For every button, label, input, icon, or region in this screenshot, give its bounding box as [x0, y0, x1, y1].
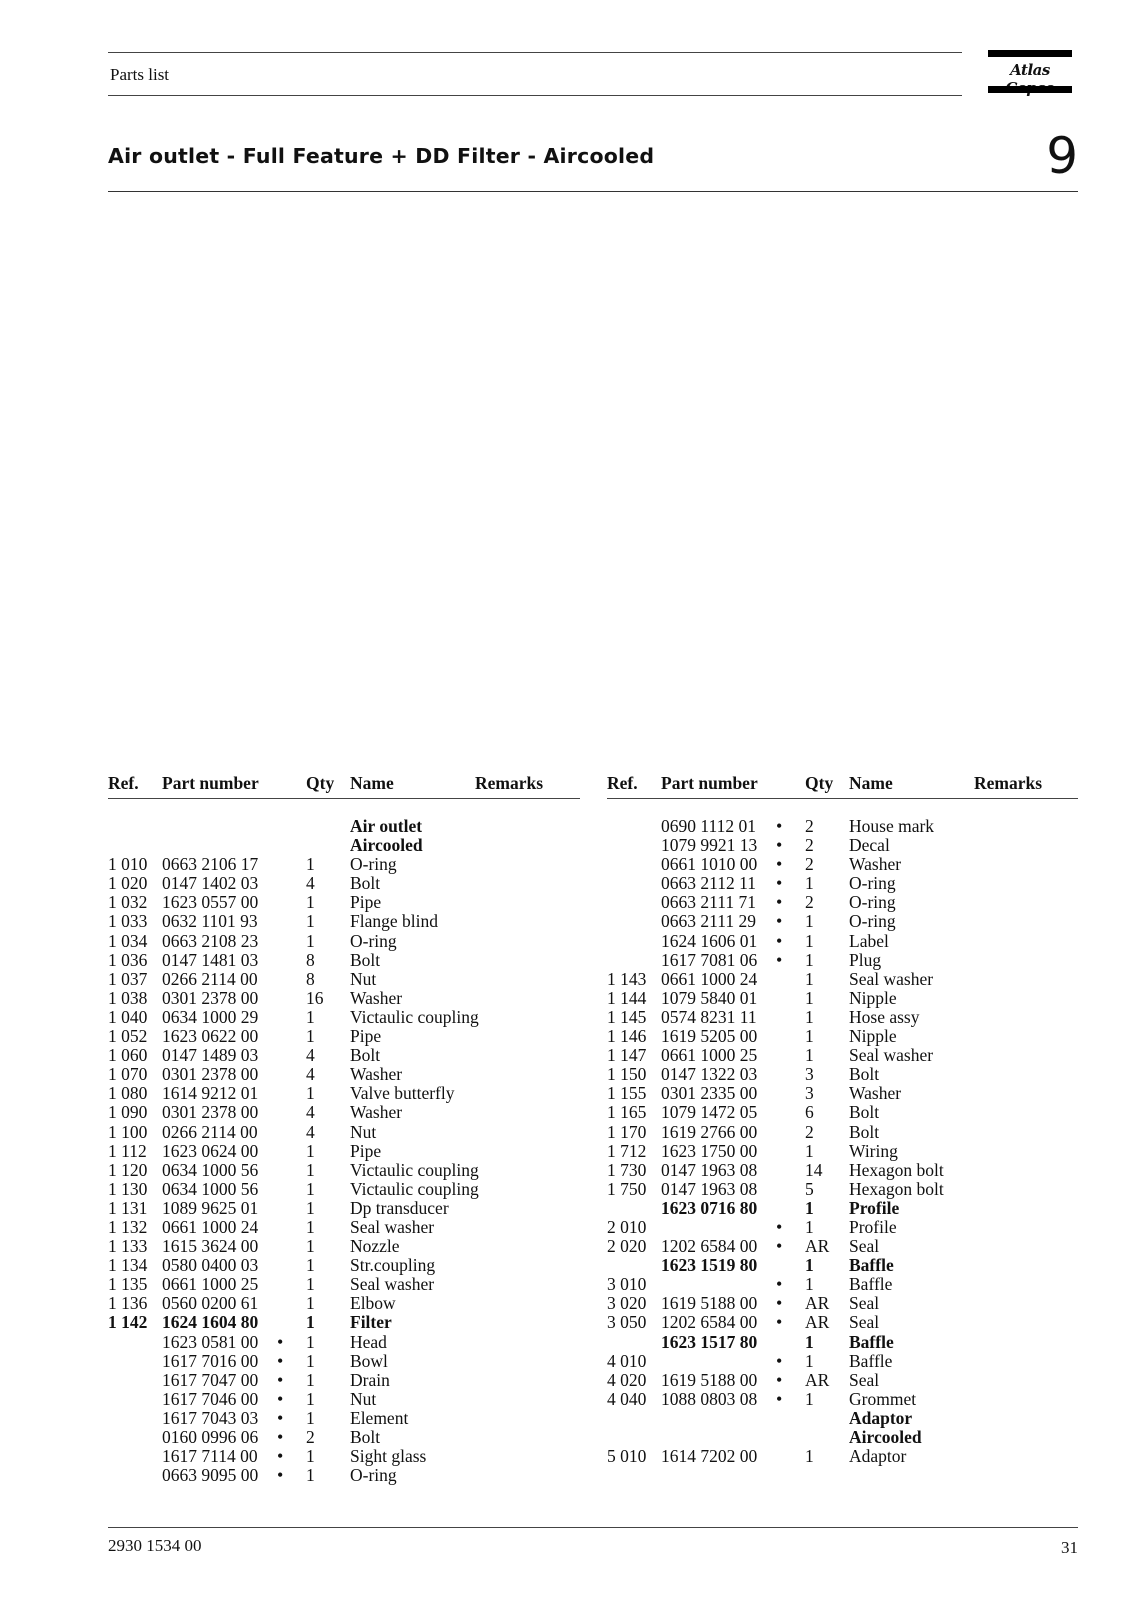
cell-qty: 2: [805, 835, 814, 856]
cell-part-number: 0147 1489 03: [162, 1045, 259, 1066]
cell-part-number: 0661 1000 24: [661, 968, 758, 989]
cell-part-number: 1617 7016 00: [162, 1350, 259, 1371]
cell-ref: 1 146: [607, 1026, 647, 1047]
cell-qty: 1: [805, 1197, 814, 1218]
cell-qty: 1: [805, 1446, 814, 1467]
cell-qty: 3: [805, 1064, 814, 1085]
cell-name: Victaulic coupling: [350, 1006, 479, 1027]
cell-part-number: 1617 7114 00: [162, 1446, 258, 1467]
cell-name: Nut: [350, 1121, 377, 1142]
cell-name: Elbow: [350, 1293, 396, 1314]
cell-qty: 1: [306, 1446, 315, 1467]
cell-ref: 1 133: [108, 1236, 148, 1257]
parts-table-right: [607, 773, 1078, 1467]
cell-part-number: 0663 9095 00: [162, 1465, 259, 1486]
cell-name: O-ring: [849, 892, 896, 913]
cell-name: Dp transducer: [350, 1197, 449, 1218]
cell-qty: 1: [306, 1083, 315, 1104]
page-number: 31: [1061, 1538, 1078, 1557]
cell-ref: 1 112: [108, 1140, 147, 1161]
cell-bullet: •: [776, 1236, 783, 1257]
cell-part-number: 1617 7043 03: [162, 1407, 259, 1428]
page-title: Air outlet - Full Feature + DD Filter - Aircooled: [108, 144, 655, 168]
cell-bullet: •: [776, 1293, 783, 1314]
cell-ref: 1 147: [607, 1045, 647, 1066]
cell-ref: 1 750: [607, 1178, 647, 1199]
cell-qty: 1: [805, 1045, 814, 1066]
cell-qty: 3: [805, 1083, 814, 1104]
cell-ref: 1 135: [108, 1274, 148, 1295]
cell-qty: 1: [306, 1350, 315, 1371]
cell-part-number: 0147 1402 03: [162, 873, 259, 894]
cell-name: Washer: [350, 1064, 403, 1085]
cell-name: Air outlet: [350, 816, 423, 836]
cell-name: Pipe: [350, 1026, 382, 1047]
col-remarks: Remarks: [475, 773, 544, 793]
cell-bullet: •: [776, 1216, 783, 1237]
cell-name: Drain: [350, 1369, 390, 1390]
cell-part-number: 0663 2108 23: [162, 930, 259, 951]
cell-part-number: 1088 0803 08: [661, 1388, 758, 1409]
cell-qty: AR: [805, 1312, 830, 1333]
cell-name: Nut: [350, 968, 377, 989]
cell-part-number: 0690 1112 01: [661, 816, 756, 836]
cell-name: Nipple: [849, 1026, 897, 1047]
document-number: 2930 1534 00: [108, 1536, 202, 1555]
cell-part-number: 1614 9212 01: [162, 1083, 259, 1104]
cell-name: Baffle: [849, 1255, 894, 1276]
cell-name: O-ring: [849, 873, 896, 894]
cell-ref: 1 142: [108, 1312, 148, 1333]
cell-qty: 2: [805, 1121, 814, 1142]
cell-bullet: •: [277, 1388, 284, 1409]
cell-qty: 1: [805, 1140, 814, 1161]
cell-ref: 3 010: [607, 1274, 647, 1295]
atlas-copco-logo: [988, 50, 1072, 93]
cell-qty: 1: [306, 1197, 315, 1218]
cell-qty: 6: [805, 1102, 814, 1123]
cell-part-number: 1623 0622 00: [162, 1026, 259, 1047]
cell-name: Nozzle: [350, 1236, 400, 1257]
cell-qty: 4: [306, 1045, 315, 1066]
cell-qty: 1: [805, 1274, 814, 1295]
table-header: [607, 773, 1078, 795]
cell-name: Hose assy: [849, 1006, 920, 1027]
cell-name: Seal: [849, 1236, 880, 1257]
cell-qty: AR: [805, 1369, 830, 1390]
cell-ref: 4 020: [607, 1369, 647, 1390]
cell-name: Seal washer: [849, 1045, 934, 1066]
cell-ref: 1 090: [108, 1102, 148, 1123]
cell-qty: 1: [805, 1350, 814, 1371]
cell-name: O-ring: [350, 854, 397, 875]
col-remarks: Remarks: [974, 773, 1043, 793]
cell-ref: 3 050: [607, 1312, 647, 1333]
cell-ref: 1 040: [108, 1006, 148, 1027]
cell-bullet: •: [776, 854, 783, 875]
cell-name: Bolt: [350, 1427, 381, 1447]
cell-name: O-ring: [350, 1465, 397, 1486]
cell-part-number: 0663 2112 11: [661, 873, 756, 894]
col-part-number: Part number: [162, 773, 259, 793]
cell-name: Hexagon bolt: [849, 1178, 944, 1199]
cell-part-number: 0301 2378 00: [162, 1064, 259, 1085]
cell-part-number: 1202 6584 00: [661, 1312, 758, 1333]
cell-bullet: •: [776, 1388, 783, 1409]
cell-name: Nut: [350, 1388, 377, 1409]
cell-part-number: 0663 2106 17: [162, 854, 259, 875]
cell-qty: 1: [805, 1331, 814, 1352]
cell-part-number: 0147 1322 03: [661, 1064, 758, 1085]
header-bottom-rule: [108, 95, 962, 96]
cell-qty: 1: [306, 1312, 315, 1333]
cell-part-number: 0634 1000 56: [162, 1159, 259, 1180]
cell-ref: 1 052: [108, 1026, 148, 1047]
cell-qty: 1: [805, 949, 814, 970]
cell-ref: 1 038: [108, 987, 148, 1008]
cell-name: Plug: [849, 949, 882, 970]
cell-part-number: 0634 1000 56: [162, 1178, 259, 1199]
cell-bullet: •: [277, 1407, 284, 1428]
cell-bullet: •: [277, 1331, 284, 1352]
cell-ref: 1 150: [607, 1064, 647, 1085]
cell-bullet: •: [776, 930, 783, 951]
cell-part-number: 0301 2335 00: [661, 1083, 758, 1104]
cell-ref: 1 036: [108, 949, 148, 970]
cell-part-number: 0266 2114 00: [162, 968, 258, 989]
cell-qty: 1: [805, 1388, 814, 1409]
cell-qty: 4: [306, 873, 315, 894]
cell-ref: 1 136: [108, 1293, 148, 1314]
logo-text: Atlas: [1010, 61, 1050, 79]
cell-name: Bolt: [350, 949, 381, 970]
cell-name: Seal: [849, 1369, 880, 1390]
cell-ref: 3 020: [607, 1293, 647, 1314]
cell-bullet: •: [776, 1369, 783, 1390]
cell-part-number: 0663 2111 29: [661, 911, 756, 932]
cell-ref: 1 134: [108, 1255, 148, 1276]
cell-part-number: 0560 0200 61: [162, 1293, 259, 1314]
cell-qty: 14: [805, 1159, 823, 1180]
col-ref: Ref.: [108, 773, 139, 793]
cell-name: Aircooled: [350, 835, 423, 856]
cell-qty: 1: [306, 1274, 315, 1295]
cell-name: Seal washer: [350, 1274, 435, 1295]
cell-part-number: 1617 7081 06: [661, 949, 758, 970]
cell-qty: 4: [306, 1121, 315, 1142]
cell-name: Grommet: [849, 1388, 917, 1409]
cell-part-number: 0301 2378 00: [162, 987, 259, 1008]
cell-name: O-ring: [350, 930, 397, 951]
cell-part-number: 0661 1000 25: [162, 1274, 259, 1295]
cell-bullet: •: [277, 1369, 284, 1390]
cell-name: Victaulic coupling: [350, 1159, 479, 1180]
cell-part-number: 1614 7202 00: [661, 1446, 758, 1467]
cell-qty: 1: [306, 1236, 315, 1257]
col-part-number: Part number: [661, 773, 758, 793]
cell-part-number: 1619 5188 00: [661, 1369, 758, 1390]
cell-qty: AR: [805, 1236, 830, 1257]
cell-ref: 1 131: [108, 1197, 148, 1218]
cell-qty: 1: [306, 1140, 315, 1161]
cell-qty: 1: [805, 1026, 814, 1047]
cell-part-number: 1623 0557 00: [162, 892, 259, 913]
col-qty: Qty: [805, 773, 834, 793]
cell-part-number: 0634 1000 29: [162, 1006, 259, 1027]
cell-qty: 1: [805, 1216, 814, 1237]
cell-bullet: •: [277, 1427, 284, 1447]
cell-bullet: •: [277, 1350, 284, 1371]
cell-name: House mark: [849, 816, 935, 836]
cell-name: Baffle: [849, 1350, 893, 1371]
cell-qty: 1: [306, 892, 315, 913]
cell-part-number: 1617 7047 00: [162, 1369, 259, 1390]
cell-ref: 1 170: [607, 1121, 647, 1142]
cell-part-number: 1623 0581 00: [162, 1331, 259, 1352]
cell-qty: 1: [805, 911, 814, 932]
cell-ref: 1 010: [108, 854, 148, 875]
cell-part-number: 0632 1101 93: [162, 911, 258, 932]
cell-bullet: •: [776, 816, 783, 836]
cell-name: Bolt: [350, 1045, 381, 1066]
cell-ref: 1 032: [108, 892, 148, 913]
cell-name: Adaptor: [849, 1446, 907, 1467]
cell-name: Wiring: [849, 1140, 898, 1161]
cell-ref: 1 100: [108, 1121, 148, 1142]
table-header-rule: [108, 798, 580, 799]
cell-name: Head: [350, 1331, 387, 1352]
cell-name: Label: [849, 930, 889, 951]
cell-part-number: 1089 9625 01: [162, 1197, 259, 1218]
cell-part-number: 1623 1750 00: [661, 1140, 758, 1161]
cell-qty: 2: [306, 1427, 315, 1447]
footer-rule: [108, 1527, 1078, 1528]
cell-bullet: •: [776, 835, 783, 856]
cell-name: Washer: [350, 1102, 403, 1123]
cell-name: Filter: [350, 1312, 392, 1333]
cell-ref: 1 037: [108, 968, 148, 989]
cell-name: Profile: [849, 1216, 897, 1237]
cell-bullet: •: [277, 1446, 284, 1467]
title-rule: [108, 191, 1078, 192]
cell-part-number: 0160 0996 06: [162, 1427, 259, 1447]
cell-part-number: 1623 1517 80: [661, 1331, 758, 1352]
section-number: 9: [1046, 127, 1078, 185]
cell-qty: 1: [805, 873, 814, 894]
cell-name: Seal washer: [849, 968, 934, 989]
cell-qty: 8: [306, 949, 315, 970]
table-header-rule: [607, 798, 1078, 799]
cell-qty: 1: [306, 1369, 315, 1390]
cell-ref: 1 020: [108, 873, 148, 894]
cell-name: Sight glass: [350, 1446, 427, 1467]
cell-qty: 1: [306, 854, 315, 875]
cell-ref: 1 712: [607, 1140, 647, 1161]
cell-part-number: 1619 2766 00: [661, 1121, 758, 1142]
cell-qty: 5: [805, 1178, 814, 1199]
cell-bullet: •: [776, 892, 783, 913]
cell-part-number: 0580 0400 03: [162, 1255, 259, 1276]
cell-part-number: 0266 2114 00: [162, 1121, 258, 1142]
cell-name: Decal: [849, 835, 890, 856]
cell-part-number: 0301 2378 00: [162, 1102, 259, 1123]
cell-ref: 1 730: [607, 1159, 647, 1180]
cell-qty: 1: [306, 1293, 315, 1314]
cell-ref: 1 130: [108, 1178, 148, 1199]
cell-name: Element: [350, 1407, 409, 1428]
cell-part-number: 1202 6584 00: [661, 1236, 758, 1257]
cell-part-number: 0663 2111 71: [661, 892, 756, 913]
cell-name: Pipe: [350, 1140, 382, 1161]
cell-name: Profile: [849, 1197, 900, 1218]
cell-part-number: 1624 1604 80: [162, 1312, 259, 1333]
cell-ref: 1 132: [108, 1216, 148, 1237]
cell-ref: 1 144: [607, 987, 647, 1008]
cell-qty: 1: [306, 930, 315, 951]
cell-name: Victaulic coupling: [350, 1178, 479, 1199]
cell-bullet: •: [776, 1350, 783, 1371]
cell-part-number: 1617 7046 00: [162, 1388, 259, 1409]
cell-ref: 4 010: [607, 1350, 647, 1371]
cell-qty: 1: [306, 1216, 315, 1237]
parts-table-left: [108, 773, 580, 1486]
cell-part-number: 1079 5840 01: [661, 987, 758, 1008]
cell-bullet: •: [776, 873, 783, 894]
cell-qty: AR: [805, 1293, 830, 1314]
cell-name: Pipe: [350, 892, 382, 913]
cell-qty: 1: [306, 1331, 315, 1352]
cell-qty: 1: [805, 968, 814, 989]
cell-ref: 1 165: [607, 1102, 647, 1123]
cell-ref: 2 020: [607, 1236, 647, 1257]
cell-ref: 5 010: [607, 1446, 647, 1467]
cell-name: Hexagon bolt: [849, 1159, 944, 1180]
section-label: Parts list: [110, 65, 170, 84]
cell-name: Aircooled: [849, 1427, 922, 1447]
cell-name: Washer: [849, 1083, 902, 1104]
cell-ref: 4 040: [607, 1388, 647, 1409]
cell-bullet: •: [776, 1274, 783, 1295]
cell-ref: 1 145: [607, 1006, 647, 1027]
cell-qty: 4: [306, 1064, 315, 1085]
cell-name: Seal: [849, 1293, 880, 1314]
cell-name: Baffle: [849, 1274, 893, 1295]
cell-part-number: 1079 9921 13: [661, 835, 758, 856]
cell-qty: 4: [306, 1102, 315, 1123]
col-qty: Qty: [306, 773, 335, 793]
cell-name: Str.coupling: [350, 1255, 436, 1276]
cell-part-number: 0147 1963 08: [661, 1178, 758, 1199]
cell-qty: 1: [306, 1006, 315, 1027]
logo-bottom-bar: [988, 86, 1072, 93]
cell-part-number: 1615 3624 00: [162, 1236, 259, 1257]
cell-ref: 1 143: [607, 968, 647, 989]
cell-name: Valve butterfly: [350, 1083, 455, 1104]
cell-qty: 1: [306, 1388, 315, 1409]
cell-name: Bolt: [849, 1102, 880, 1123]
logo-top-bar: [988, 50, 1072, 57]
cell-name: Bowl: [350, 1350, 388, 1371]
cell-name: Baffle: [849, 1331, 894, 1352]
cell-part-number: 0661 1000 25: [661, 1045, 758, 1066]
cell-ref: 1 033: [108, 911, 148, 932]
cell-part-number: 1079 1472 05: [661, 1102, 758, 1123]
cell-qty: 1: [306, 1026, 315, 1047]
cell-name: Washer: [350, 987, 403, 1008]
cell-qty: 1: [805, 987, 814, 1008]
cell-qty: 1: [805, 1255, 814, 1276]
cell-part-number: 1619 5205 00: [661, 1026, 758, 1047]
cell-ref: 1 034: [108, 930, 148, 951]
cell-part-number: 1619 5188 00: [661, 1293, 758, 1314]
cell-bullet: •: [776, 1312, 783, 1333]
cell-name: Bolt: [849, 1064, 880, 1085]
cell-qty: 1: [805, 1006, 814, 1027]
cell-name: Flange blind: [350, 911, 438, 932]
cell-name: Nipple: [849, 987, 897, 1008]
cell-qty: 16: [306, 987, 324, 1008]
cell-part-number: 0147 1481 03: [162, 949, 259, 970]
cell-part-number: 0661 1010 00: [661, 854, 758, 875]
cell-ref: 2 010: [607, 1216, 647, 1237]
cell-name: Washer: [849, 854, 902, 875]
cell-name: Bolt: [849, 1121, 880, 1142]
cell-qty: 1: [306, 1255, 315, 1276]
cell-part-number: 1623 0716 80: [661, 1197, 758, 1218]
cell-qty: 2: [805, 816, 814, 836]
cell-qty: 2: [805, 892, 814, 913]
cell-qty: 2: [805, 854, 814, 875]
cell-qty: 8: [306, 968, 315, 989]
cell-ref: 1 070: [108, 1064, 148, 1085]
col-name: Name: [849, 773, 893, 793]
cell-qty: 1: [306, 1407, 315, 1428]
cell-part-number: 1623 0624 00: [162, 1140, 259, 1161]
cell-ref: 1 080: [108, 1083, 148, 1104]
cell-name: Seal: [849, 1312, 880, 1333]
header-top-rule: [108, 52, 962, 53]
table-header: [108, 773, 580, 795]
cell-name: Adaptor: [849, 1407, 913, 1428]
cell-ref: 1 120: [108, 1159, 148, 1180]
col-ref: Ref.: [607, 773, 638, 793]
cell-part-number: 1624 1606 01: [661, 930, 758, 951]
cell-bullet: •: [776, 949, 783, 970]
cell-ref: 1 155: [607, 1083, 647, 1104]
cell-bullet: •: [776, 911, 783, 932]
cell-name: O-ring: [849, 911, 896, 932]
cell-part-number: 0147 1963 08: [661, 1159, 758, 1180]
cell-part-number: 1623 1519 80: [661, 1255, 758, 1276]
cell-qty: 1: [306, 1178, 315, 1199]
cell-ref: 1 060: [108, 1045, 148, 1066]
cell-qty: 1: [306, 911, 315, 932]
cell-qty: 1: [306, 1465, 315, 1486]
cell-part-number: 0661 1000 24: [162, 1216, 259, 1237]
cell-part-number: 0574 8231 11: [661, 1006, 757, 1027]
cell-name: Bolt: [350, 873, 381, 894]
cell-qty: 1: [306, 1159, 315, 1180]
cell-bullet: •: [277, 1465, 284, 1486]
col-name: Name: [350, 773, 394, 793]
cell-name: Seal washer: [350, 1216, 435, 1237]
cell-qty: 1: [805, 930, 814, 951]
